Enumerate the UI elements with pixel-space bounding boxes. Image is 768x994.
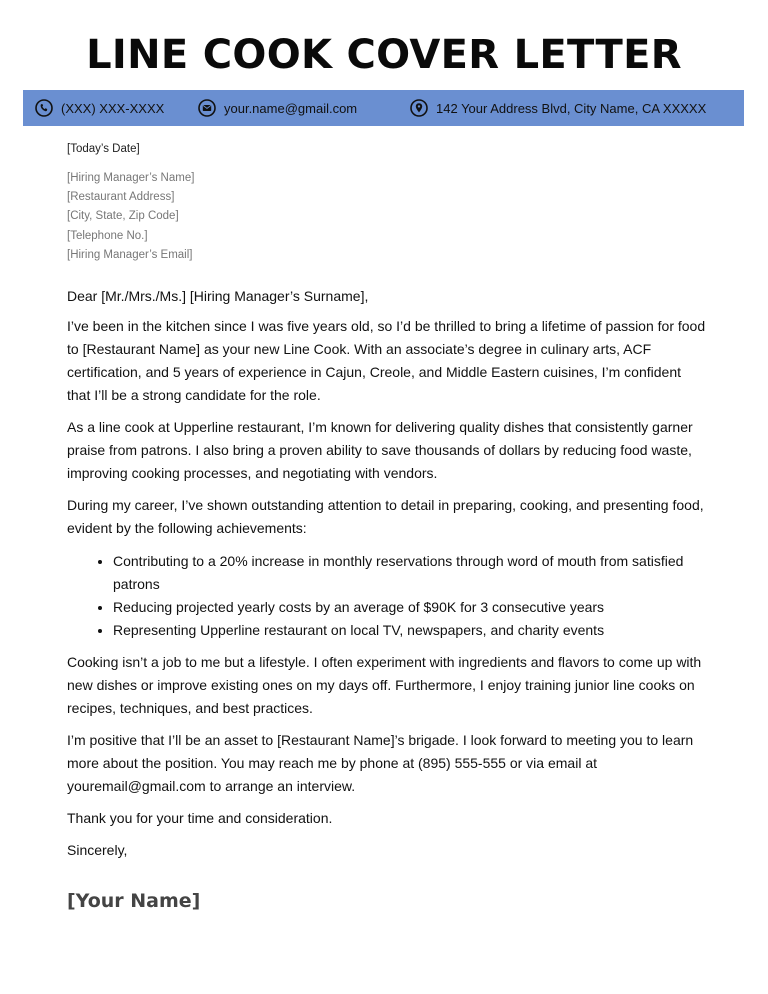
contact-email <box>198 90 357 126</box>
contact-phone <box>35 90 164 126</box>
phone-text: (XXX) XXX-XXXX <box>61 100 165 116</box>
location-pin-icon <box>410 99 428 117</box>
letter-body <box>67 140 707 912</box>
recipient-phone: [Telephone No.] <box>67 229 148 242</box>
paragraph-closing: I’m positive that I’ll be an asset to [Restaurant Name]’s brigade. I look forward to meeting you to learn more about the position. You may reach me by phone at (895) 555-555 or via email at youremail@gmail.com to arrange an interview. <box>67 732 694 795</box>
salutation: Dear [Mr./Mrs./Ms.] [Hiring Manager’s Surname], <box>67 288 369 305</box>
paragraph-achievements-intro: During my career, I’ve shown outstanding attention to detail in preparing, cooking, and presenting food, evident by the following achievements: <box>67 497 704 537</box>
paragraph-thanks: Thank you for your time and consideration. <box>67 810 333 827</box>
date-line: [Today’s Date] <box>67 143 140 155</box>
closing-line: Sincerely, <box>67 842 128 859</box>
recipient-email: [Hiring Manager’s Email] <box>67 248 193 261</box>
recipient-block <box>67 169 707 265</box>
email-icon <box>198 99 216 117</box>
list-item: • Representing Upperline restaurant on local TV, newspapers, and charity events <box>113 619 707 642</box>
list-item: • Contributing to a 20% increase in monthly reservations through word of mouth from satisfied patrons <box>113 550 707 596</box>
recipient-address: [Restaurant Address] <box>67 191 175 204</box>
paragraph-experience: As a line cook at Upperline restaurant, I’m known for delivering quality dishes that consistently garner praise from patrons. I also bring a proven ability to save thousands of dollars by reducing food waste, improving cooking processes, and negotiating with vendors. <box>67 419 693 482</box>
paragraph-intro: I’ve been in the kitchen since I was five years old, so I’d be thrilled to bring a lifetime of passion for food to [Restaurant Name] as your new Line Cook. With an associate’s degree in culinary arts, ACF certification, and 5 years of experience in Cajun, Creole, and Middle Eastern cuisines, I’m confident that I’ll be a strong candidate for the role. <box>67 318 706 404</box>
page-title: LINE COOK COVER LETTER <box>86 32 682 78</box>
recipient-city: [City, State, Zip Code] <box>67 210 179 223</box>
phone-icon <box>35 99 53 117</box>
contact-address <box>410 90 706 126</box>
signature: [Your Name] <box>67 890 201 913</box>
address-text: 142 Your Address Blvd, City Name, CA XXXXX <box>436 100 707 116</box>
recipient-name: [Hiring Manager’s Name] <box>67 172 195 184</box>
paragraph-lifestyle: Cooking isn’t a job to me but a lifestyle. I often experiment with ingredients and flavors to come up with new dishes or improve existing ones on my days off. Furthermore, I enjoy training junior line cooks on recipes, techniques, and best practices. <box>67 654 702 717</box>
list-item: • Reducing projected yearly costs by an average of $90K for 3 consecutive years <box>113 596 707 619</box>
email-text: your.name@gmail.com <box>224 100 358 116</box>
contact-bar <box>23 90 744 126</box>
achievements-list <box>67 550 707 642</box>
